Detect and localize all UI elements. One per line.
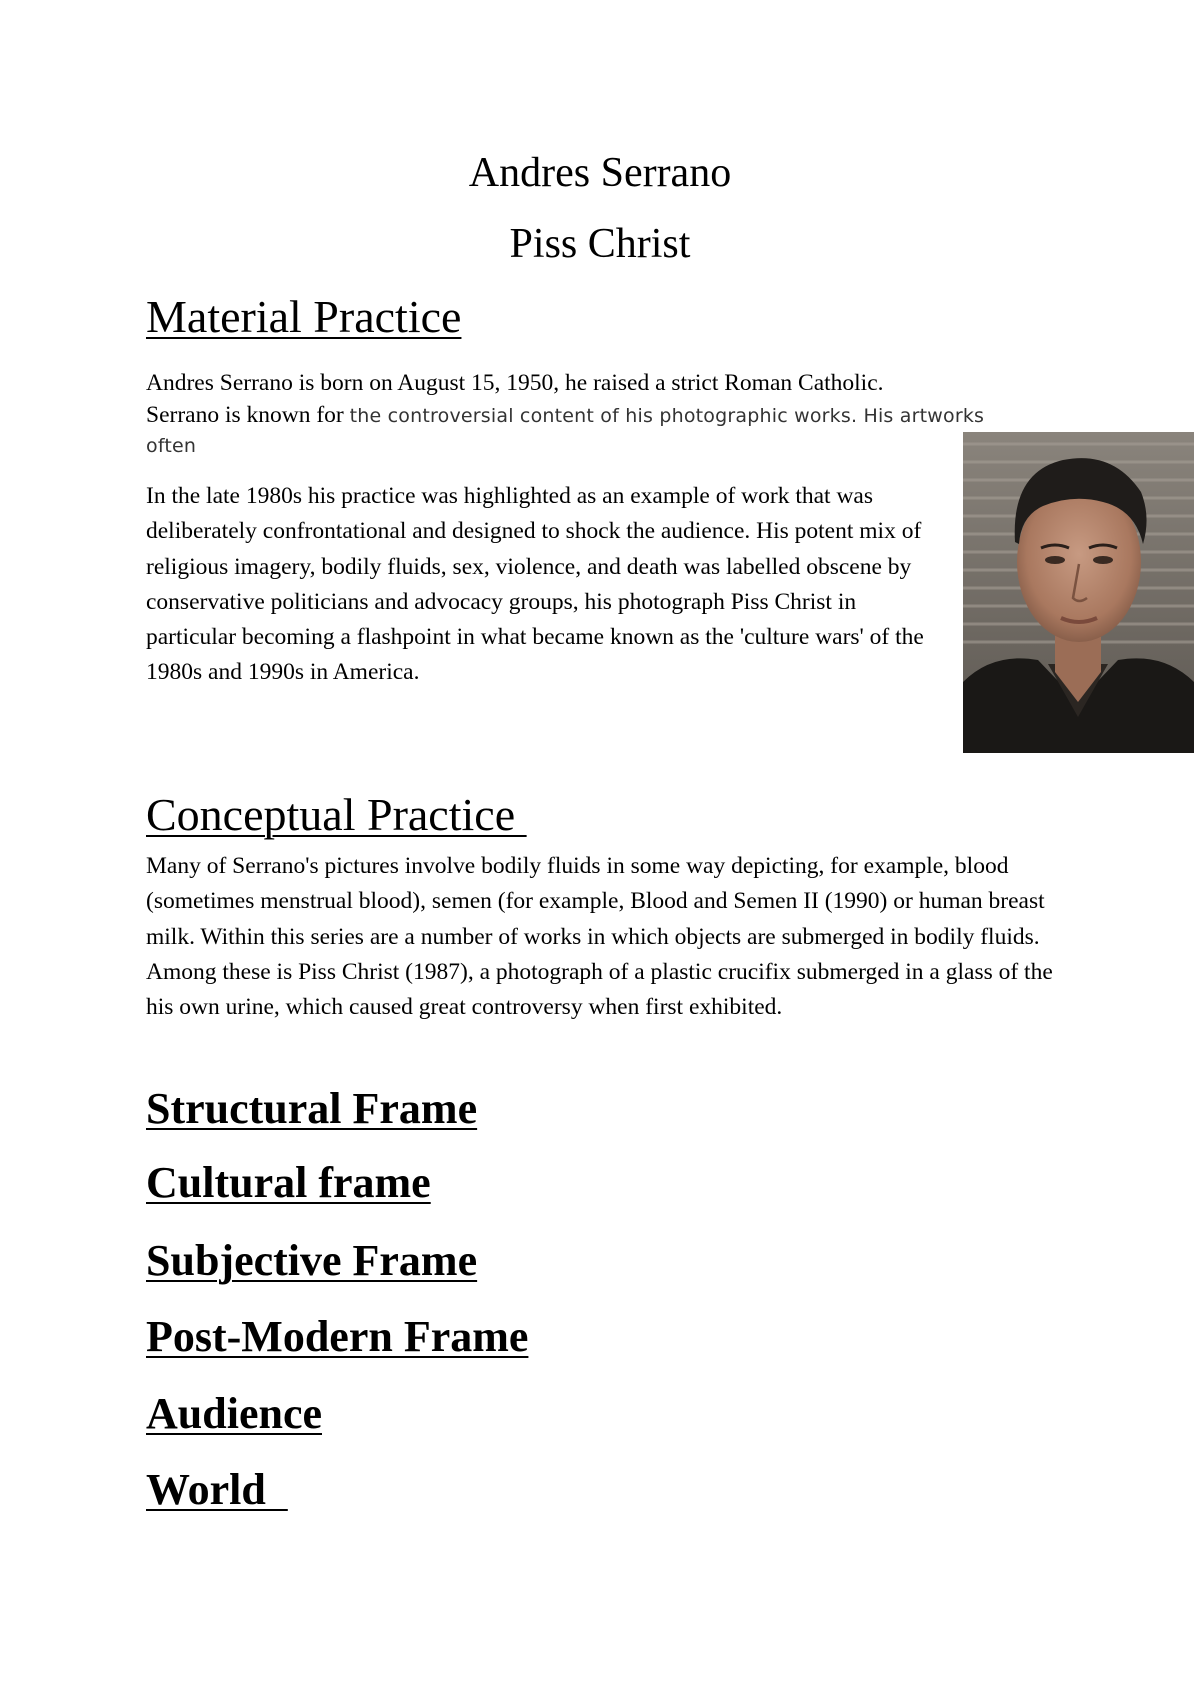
document-title: Andres Serrano [468, 150, 732, 196]
conceptual-practice-body: Many of Serrano's pictures involve bodily fluids in some way depicting, for example, blood (sometimes menstrual blood), semen (for example, Blood and Semen II (1990) or human breast milk. Within this series are a number of works in which objects are submerged in bodily fluids. Among these is Piss Christ (1987), a photograph of a plastic crucifix submerged in a glass of the his own urine, which caused great controversy when first exhibited. [146, 853, 1053, 1021]
cultural-frame-heading: Cultural frame [146, 1158, 431, 1207]
world-heading: World [146, 1465, 288, 1514]
artwork-title: Piss Christ [509, 221, 691, 267]
post-modern-frame-heading: Post-Modern Frame [146, 1312, 529, 1361]
audience-heading: Audience [146, 1389, 322, 1438]
subjective-frame-heading: Subjective Frame [146, 1236, 478, 1285]
structural-frame-heading: Structural Frame [146, 1084, 478, 1133]
conceptual-practice-heading: Conceptual Practice [146, 789, 527, 840]
material-practice-heading: Material Practice [146, 291, 462, 342]
material-intro-continued [146, 401, 1026, 461]
material-practice-body: In the late 1980s his practice was highlighted as an example of work that was deliberately confrontational and designed to shock the audience. His potent mix of religious imagery, bodily fluids, sex, violence, and death was labelled obscene by conservative politicians and advocacy groups, his photograph Piss Christ in particular becoming a flashpoint in what became known as the 'culture wars' of the 1980s and 1990s in America. [146, 483, 924, 686]
material-intro-line: Andres Serrano is born on August 15, 1950, he raised a strict Roman Catholic. [146, 370, 884, 396]
intro-sans-text: the controversial content of his photographic works. His artworks often [146, 405, 985, 457]
intro-serif-text: Serrano is known for [146, 402, 350, 428]
artist-portrait-photo [963, 432, 1194, 753]
